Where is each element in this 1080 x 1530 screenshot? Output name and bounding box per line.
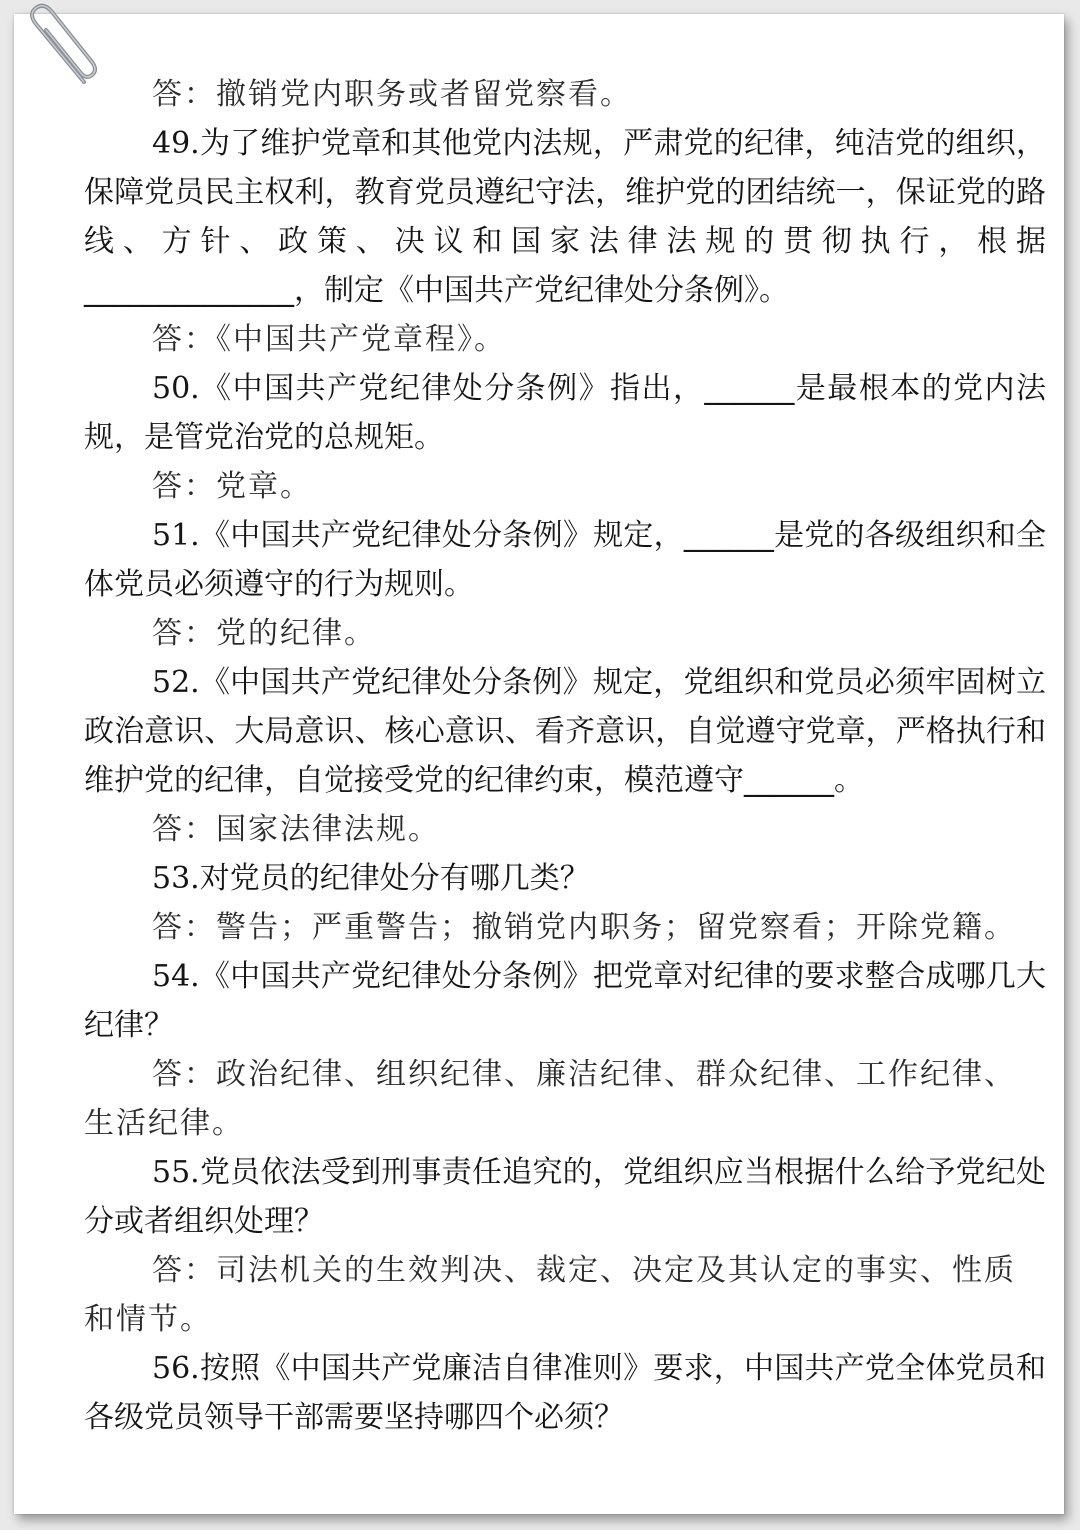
question-text: 《中国共产党纪律处分条例》把党章对纪律的要求整合成哪几大纪律？ (84, 959, 1046, 1043)
answer-52: 答：国家法律法规。 (152, 812, 440, 847)
question-52 (84, 658, 1046, 805)
fill-blank: ______________ (84, 273, 294, 308)
answer-53: 答：警告；严重警告；撤销党内职务；留党察看；开除党籍。 (152, 910, 1016, 945)
answer-48: 答：撤销党内职务或者留党察看。 (152, 77, 632, 112)
fill-blank: ______ (744, 763, 834, 798)
question-56 (84, 1344, 1046, 1442)
question-number: 56. (152, 1351, 200, 1386)
question-number: 49. (152, 126, 200, 161)
question-text-end: 是最根本的党内法规，是管党治党的总规矩。 (84, 371, 1047, 455)
question-text: 对党员的纪律处分有哪几类？ (199, 861, 590, 896)
qa-content (84, 70, 1046, 1442)
question-text-end: ，制定《中国共产党纪律处分条例》。 (294, 273, 789, 308)
question-number: 53. (152, 861, 200, 896)
answer-54: 答：政治纪律、组织纪律、廉洁纪律、群众纪律、工作纪律、生活纪律。 (84, 1057, 1016, 1141)
question-text: 《中国共产党纪律处分条例》指出， (199, 371, 705, 406)
question-number: 55. (152, 1155, 200, 1190)
question-text: 为了维护党章和其他党内法规，严肃党的纪律，纯洁党的组织，保障党员民主权利，教育党员遵纪守法，维护党的团结统一，保证党的路线、方针、政策、决议和国家法律法规的贯彻执行，根据 (84, 126, 1046, 259)
answer-51: 答：党的纪律。 (152, 616, 376, 651)
question-text-end: 。 (834, 763, 864, 798)
question-number: 54. (152, 959, 200, 994)
question-number: 51. (152, 518, 200, 553)
question-text: 《中国共产党纪律处分条例》规定，党组织和党员必须牢固树立政治意识、大局意识、核心意识、看齐意识，自觉遵守党章，严格执行和维护党的纪律，自觉接受党的纪律约束，模范遵守 (84, 665, 1046, 798)
document-page (14, 14, 1064, 1514)
question-51 (84, 511, 1046, 609)
question-53 (84, 854, 1046, 903)
fill-blank: ______ (704, 371, 795, 406)
question-number: 50. (152, 371, 200, 406)
question-50 (84, 364, 1046, 462)
question-54 (84, 952, 1046, 1050)
answer-55: 答：司法机关的生效判决、裁定、决定及其认定的事实、性质和情节。 (84, 1253, 1016, 1337)
question-text-end: 是党的各级组织和全体党员必须遵守的行为规则。 (84, 518, 1047, 602)
question-text: 《中国共产党纪律处分条例》规定， (199, 518, 684, 553)
question-49 (84, 119, 1046, 315)
answer-49: 答：《中国共产党章程》。 (152, 322, 506, 357)
question-text: 党员依法受到刑事责任追究的，党组织应当根据什么给予党纪处分或者组织处理？ (84, 1155, 1046, 1239)
question-number: 52. (152, 665, 200, 700)
question-55 (84, 1148, 1046, 1246)
question-text: 按照《中国共产党廉洁自律准则》要求，中国共产党全体党员和各级党员领导干部需要坚持哪四个必须？ (84, 1351, 1046, 1435)
fill-blank: ______ (683, 518, 774, 553)
answer-50: 答：党章。 (152, 469, 312, 504)
paperclip-icon (18, 2, 98, 92)
